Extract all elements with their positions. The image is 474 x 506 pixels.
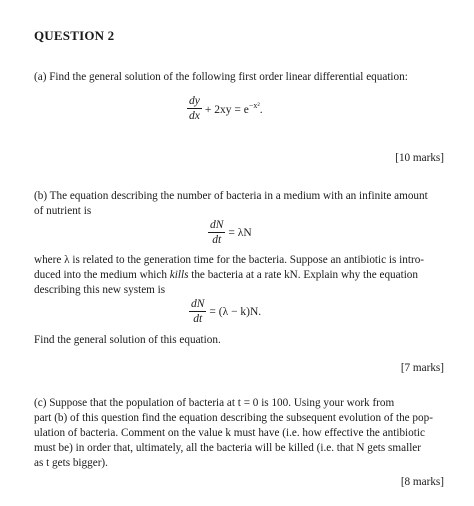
part-b-line-5: describing this new system is bbox=[34, 284, 166, 296]
part-b-equation-1 bbox=[208, 219, 252, 246]
part-b-equation-2 bbox=[189, 298, 261, 325]
part-b-eq2-fraction bbox=[189, 298, 206, 325]
part-a-fraction bbox=[187, 95, 202, 122]
part-b-line-4: duced into the medium which kills the bacteria at a rate kN. Explain why the equation bbox=[34, 269, 418, 281]
part-b-eq2-denominator: dt bbox=[193, 313, 203, 325]
part-b-eq1-numerator: dN bbox=[210, 219, 224, 231]
part-a-equation-rhs: + $2xy = e^{-x^2}$. bbox=[204, 101, 263, 116]
part-a-equation bbox=[187, 95, 263, 122]
part-b-line-6: Find the general solution of this equation. bbox=[34, 334, 221, 346]
part-b-eq1-fraction bbox=[208, 219, 225, 246]
part-b-line-3: where λ is related to the generation time for the bacteria. Suppose an antibiotic is intro- bbox=[34, 254, 425, 266]
part-c-line-5: as t gets bigger). bbox=[34, 457, 108, 469]
part-a-text: (a) Find the general solution of the following first order linear differential equation: bbox=[34, 71, 408, 83]
part-b-line-2: of nutrient is bbox=[34, 205, 92, 217]
question-title: QUESTION 2 bbox=[34, 28, 115, 43]
part-a-marks: [10 marks] bbox=[395, 152, 444, 164]
part-a-exponent: −x² bbox=[248, 101, 260, 110]
part-b-eq1-denominator: dt bbox=[212, 234, 222, 246]
part-c-line-1: (c) Suppose that the population of bacteria at t = 0 is 100. Using your work from bbox=[34, 397, 395, 409]
part-b-line-1: (b) The equation describing the number of bacteria in a medium with an infinite amount bbox=[34, 190, 428, 202]
part-c-line-4: must be) in order that, ultimately, all the bacteria will be killed (i.e. that N gets smaller bbox=[34, 442, 421, 454]
part-b-eq2-numerator: dN bbox=[191, 298, 205, 310]
part-b-eq2-rhs: = (λ − k)N. bbox=[209, 305, 262, 318]
part-c-line-3: ulation of bacteria. Comment on the value k must have (i.e. how effective the antibiotic bbox=[34, 427, 425, 439]
part-c-marks: [8 marks] bbox=[400, 476, 444, 488]
part-a-fraction-numerator: dy bbox=[189, 95, 200, 107]
kills-emphasis: kills bbox=[169, 269, 189, 281]
part-c-line-2: part (b) of this question find the equation describing the subsequent evolution of the pop- bbox=[34, 412, 433, 424]
part-b-marks: [7 marks] bbox=[400, 362, 444, 374]
part-a-fraction-denominator: dx bbox=[189, 110, 200, 122]
part-b-eq1-rhs: = λN bbox=[228, 226, 252, 239]
